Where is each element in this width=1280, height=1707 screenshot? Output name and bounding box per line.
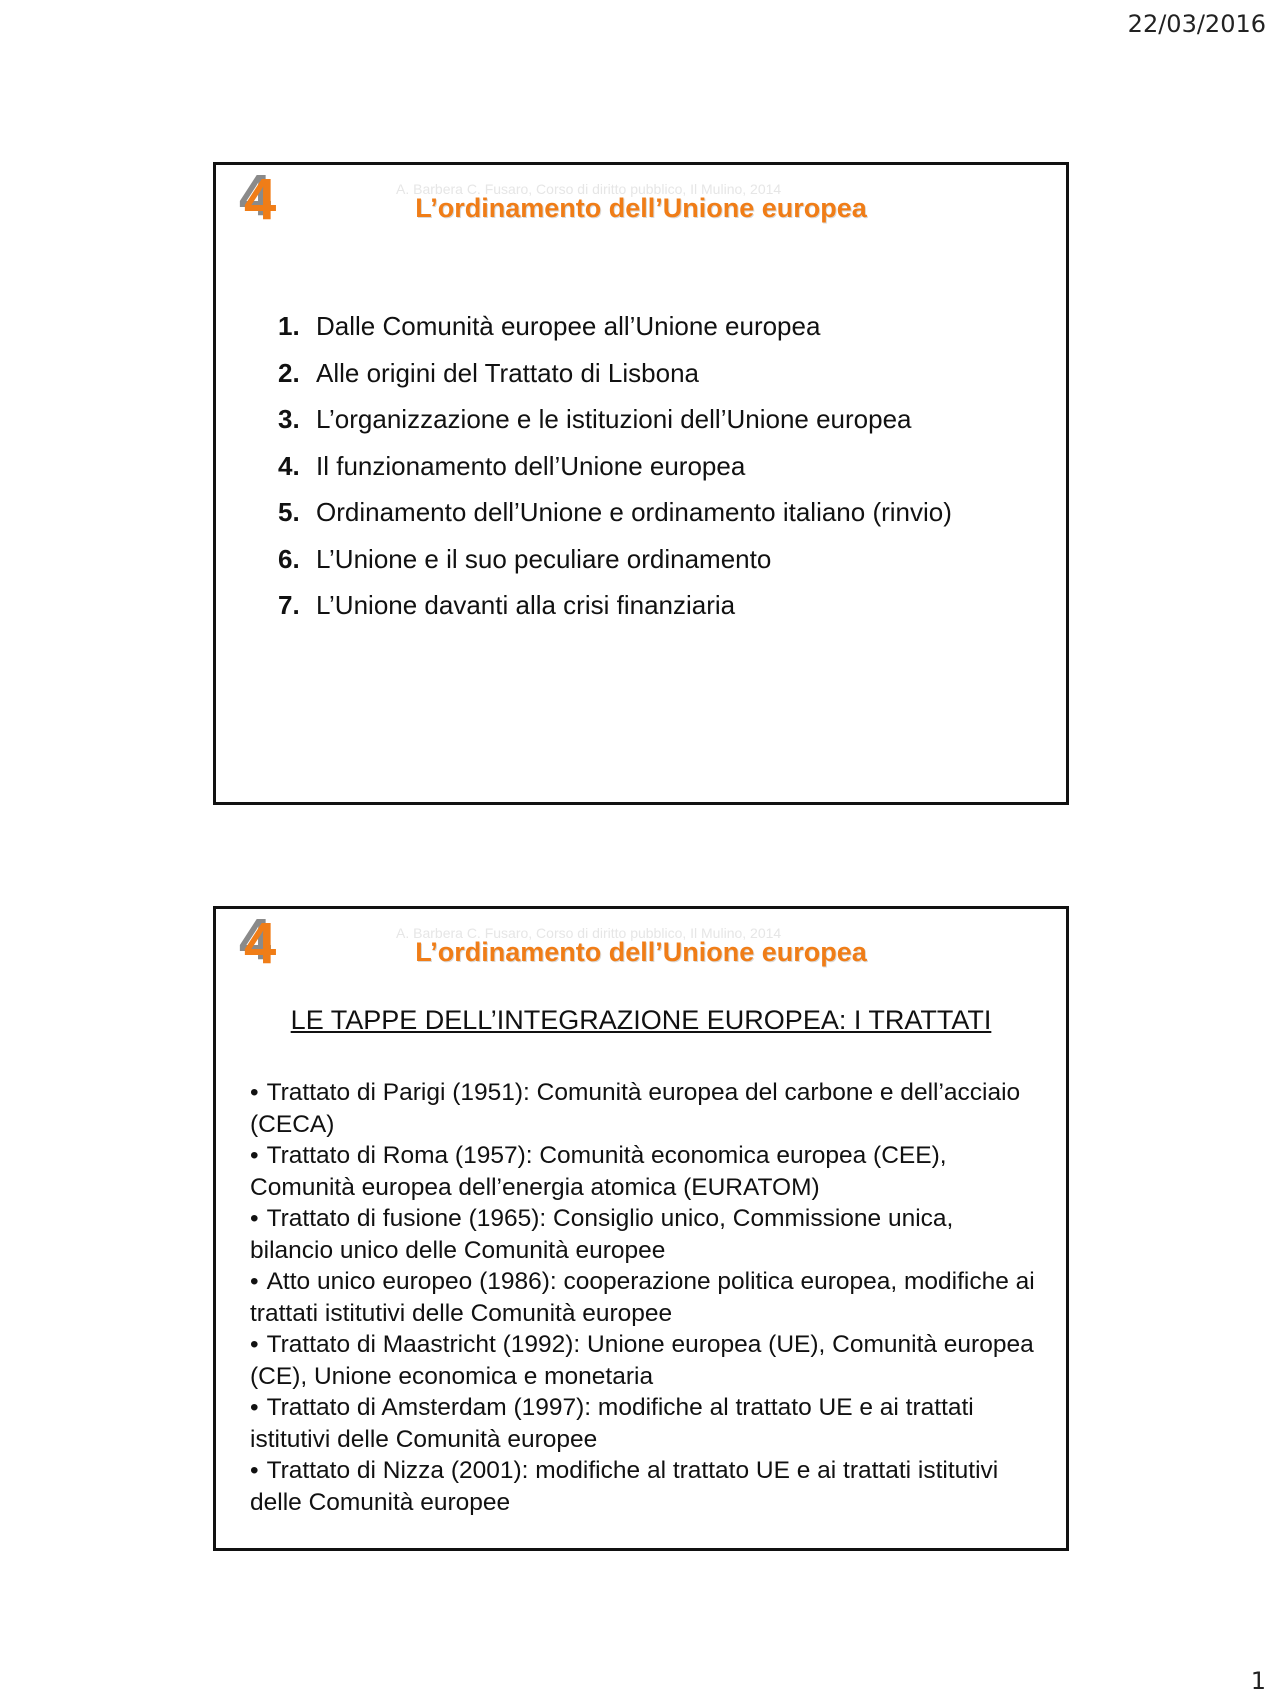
chapter-number-badge: 4 — [244, 911, 277, 976]
slide-1 — [213, 162, 1069, 805]
page-date: 22/03/2016 — [1127, 10, 1266, 38]
treaty-item: • Trattato di Amsterdam (1997): modifiche al trattato UE e ai trattati istitutivi delle Comunità europee — [250, 1394, 974, 1453]
treaty-item: • Trattato di Parigi (1951): Comunità europea del carbone e dell’acciaio (CECA) — [250, 1079, 1021, 1138]
treaty-list — [250, 1077, 1036, 1518]
toc-item: 3. L’organizzazione e le istituzioni dell’Unione europea — [278, 404, 912, 434]
treaty-item: • Atto unico europeo (1986): cooperazione politica europea, modifiche ai trattati istitutivi delle Comunità europee — [250, 1268, 1035, 1327]
slide-subheading: LE TAPPE DELL’INTEGRAZIONE EUROPEA: I TRATTATI — [290, 1005, 992, 1035]
chapter-number-badge: 4 — [244, 167, 277, 232]
toc-item: 6. L’Unione e il suo peculiare ordinamento — [278, 543, 772, 574]
treaty-item: • Trattato di Maastricht (1992): Unione europea (UE), Comunità europea (CE), Unione economica e monetaria — [250, 1331, 1034, 1390]
table-of-contents — [278, 303, 952, 629]
page-number: 1 — [1250, 1667, 1266, 1695]
slide-watermark: A. Barbera C. Fusaro, Corso di diritto pubblico, Il Mulino, 2014 — [396, 181, 782, 197]
slide-watermark: A. Barbera C. Fusaro, Corso di diritto pubblico, Il Mulino, 2014 — [396, 925, 782, 941]
toc-item: 1. Dalle Comunità europee all’Unione europea — [278, 311, 821, 341]
treaty-item: • Trattato di fusione (1965): Consiglio unico, Commissione unica, bilancio unico delle Comunità europee — [250, 1205, 954, 1264]
toc-item: 4. Il funzionamento dell’Unione europea — [278, 450, 746, 481]
toc-item: 2. Alle origini del Trattato di Lisbona — [278, 357, 700, 388]
treaty-item: • Trattato di Nizza (2001): modifiche al trattato UE e ai trattati istitutivi delle Comunità europee — [250, 1457, 999, 1516]
toc-item: 7. L’Unione davanti alla crisi finanziaria — [278, 590, 736, 620]
toc-item: 5. Ordinamento dell’Unione e ordinamento italiano (rinvio) — [278, 497, 952, 527]
slide-title: L’ordinamento dell’Unione europea — [415, 193, 867, 223]
treaty-item: • Trattato di Roma (1957): Comunità economica europea (CEE), Comunità europea dell’energia atomica (EURATOM) — [250, 1142, 947, 1201]
slide-2 — [213, 906, 1069, 1551]
slide-title: L’ordinamento dell’Unione europea — [415, 937, 867, 967]
